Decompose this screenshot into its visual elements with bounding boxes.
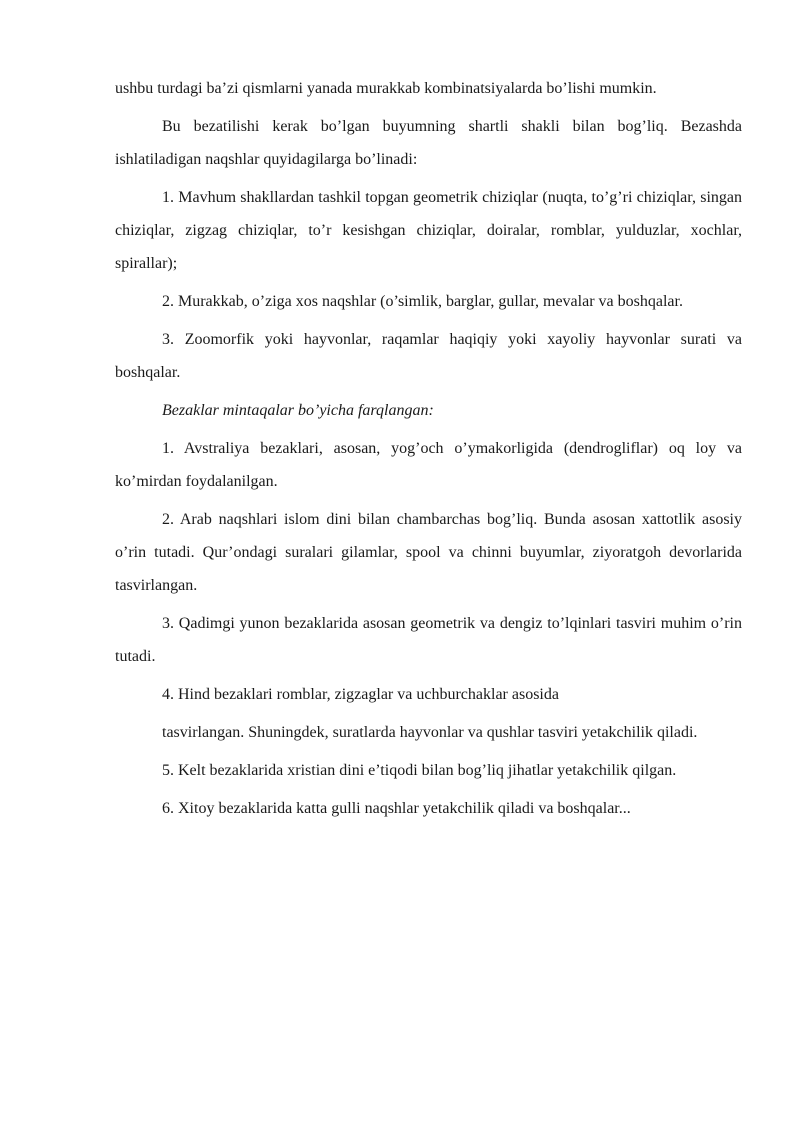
list-item-geometric: 1. Mavhum shakllardan tashkil topgan geometrik chiziqlar (nuqta, to’g’ri chiziqlar, singan chiziqlar, zigzag chiziqlar, to’r kesishgan chiziqlar, doiralar, romblar, yulduzlar, xochlar, spirallar); [115,189,742,272]
paragraph-continuation: ushbu turdagi ba’zi qismlarni yanada murakkab kombinatsiyalarda bo’lishi mumkin. [115,80,657,97]
list-item-arab: 2. Arab naqshlari islom dini bilan chambarchas bog’liq. Bunda asosan xattotlik asosiy o’rin tutadi. Qur’ondagi suralari gilamlar, spool va chinni buyumlar, ziyoratgoh devorlarida tasvirlangan. [115,511,742,594]
list-item-indian: 4. Hind bezaklari romblar, zigzaglar va uchburchaklar asosida [162,686,559,703]
list-item-greek: 3. Qadimgi yunon bezaklarida asosan geometrik va dengiz to’lqinlari tasviri muhim o’rin tutadi. [115,615,742,665]
list-item-australia: 1. Avstraliya bezaklari, asosan, yog’och o’ymakorligida (dendrogliflar) oq loy va ko’mirdan foydalanilgan. [115,440,742,490]
list-item-chinese: 6. Xitoy bezaklarida katta gulli naqshlar yetakchilik qiladi va boshqalar... [162,800,631,817]
list-item-celtic: 5. Kelt bezaklarida xristian dini e’tiqodi bilan bog’liq jihatlar yetakchilik qilgan. [162,762,677,779]
body-text [115,72,742,830]
list-item-zoomorphic: 3. Zoomorfik yoki hayvonlar, raqamlar haqiqiy yoki xayoliy hayvonlar surati va boshqalar. [115,331,742,381]
section-heading-regions: Bezaklar mintaqalar bo’yicha farqlangan: [162,402,434,419]
paragraph-intro: Bu bezatilishi kerak bo’lgan buyumning shartli shakli bilan bog’liq. Bezashda ishlatiladigan naqshlar quyidagilarga bo’linadi: [115,118,742,168]
list-item-complex: 2. Murakkab, o’ziga xos naqshlar (o’simlik, barglar, gullar, mevalar va boshqalar. [162,293,683,310]
list-item-indian-continued: tasvirlangan. Shuningdek, suratlarda hayvonlar va qushlar tasviri yetakchilik qiladi. [162,724,698,741]
